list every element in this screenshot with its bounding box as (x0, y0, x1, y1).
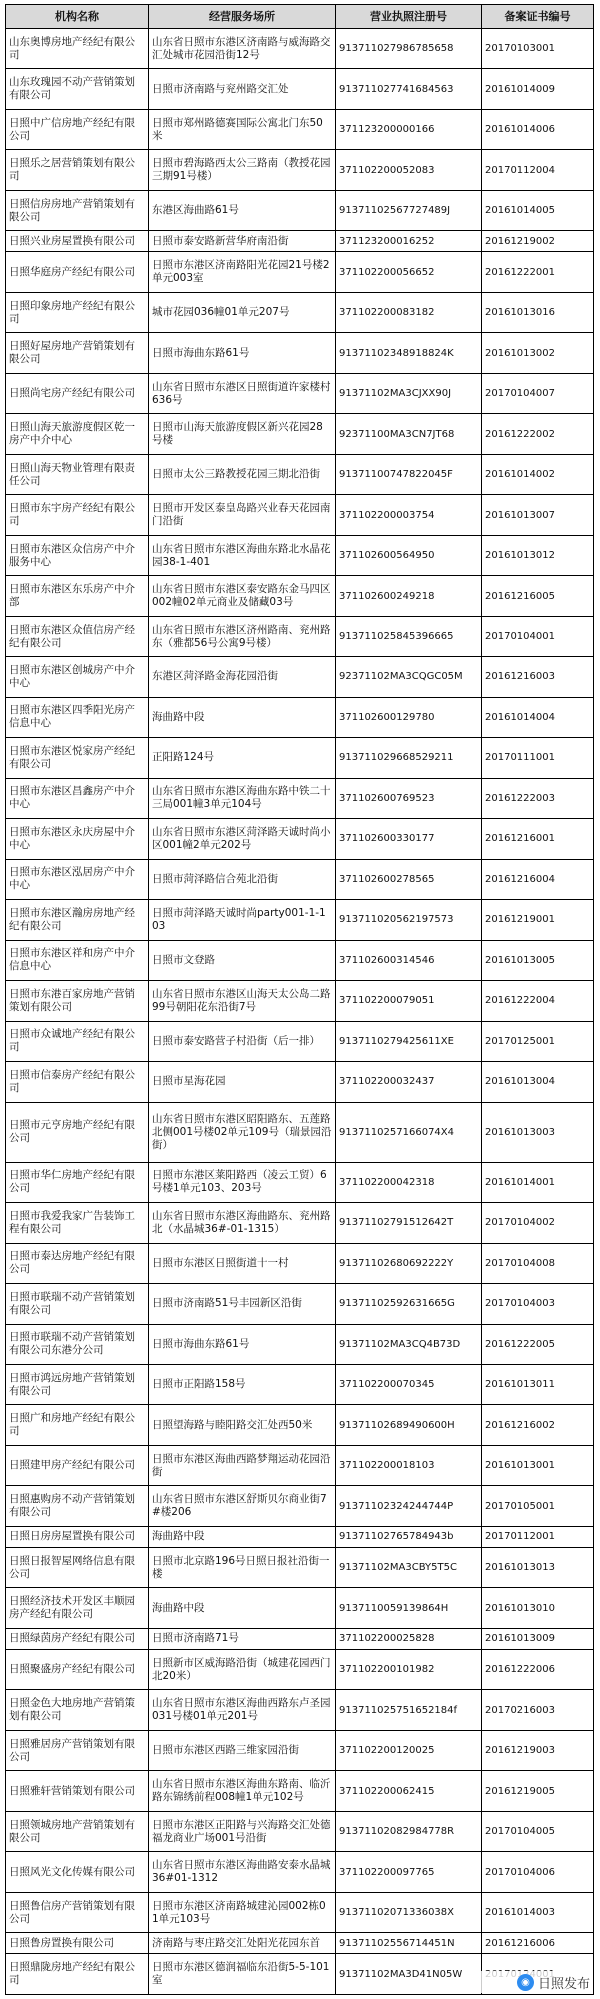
cell-name: 日照建甲房产经纪有限公司 (6, 1445, 149, 1485)
table-row (6, 738, 594, 778)
cell-reg-no: 371102200062415 (336, 1771, 482, 1811)
cell-record-no: 20161216005 (482, 576, 594, 616)
cell-address: 山东省日照市东港区济南路与威海路交汇处城市花园沿街12号 (149, 29, 336, 69)
cell-name: 日照金色大地房地产营销策划有限公司 (6, 1690, 149, 1730)
cell-name: 日照广和房地产经纪有限公司 (6, 1405, 149, 1445)
cell-address: 日照市菏泽路天诚时尚party001-1-103 (149, 900, 336, 940)
cell-record-no: 20161014001 (482, 1162, 594, 1202)
cell-reg-no: 371102600249218 (336, 576, 482, 616)
cell-name: 日照雅居房产营销策划有限公司 (6, 1730, 149, 1770)
cell-name: 日照市鸿远房地产营销策划有限公司 (6, 1364, 149, 1404)
cell-name: 日照聚盛房产经纪有限公司 (6, 1649, 149, 1689)
cell-address: 海曲路中段 (149, 1526, 336, 1547)
cell-reg-no: 371102200025828 (336, 1628, 482, 1649)
cell-reg-no: 371102200056652 (336, 252, 482, 292)
cell-record-no: 20161216004 (482, 859, 594, 899)
table-row (6, 414, 594, 454)
cell-address: 日照市海曲东路61号 (149, 1324, 336, 1364)
table-row (6, 1649, 594, 1689)
cell-address: 日照市泰安路新营华府南沿街 (149, 231, 336, 252)
cell-address: 日照市碧海路西太公三路南（教授花园三期91号楼） (149, 150, 336, 190)
cell-name: 日照领城房地产营销策划有限公司 (6, 1811, 149, 1851)
cell-address: 山东省日照市东港区昭阳路东、五莲路北侧001号楼02单元109号（瑞景园沿街） (149, 1102, 336, 1162)
cell-address: 日照市东港区莱阳路西（凌云工贸）6号楼1单元103、203号 (149, 1162, 336, 1202)
table-row (6, 1547, 594, 1587)
cell-address: 日照市泰安路营子村沿街（后一排） (149, 1021, 336, 1061)
agency-record-table (5, 4, 594, 1995)
table-row (6, 981, 594, 1021)
cell-reg-no: 913711026806922​22Y (336, 1243, 482, 1283)
cell-address: 海曲路中段 (149, 1588, 336, 1628)
cell-reg-no: 913711020713360​38X (336, 1892, 482, 1932)
table-row (6, 1102, 594, 1162)
cell-name: 日照乐之居营销策划有限公司 (6, 150, 149, 190)
table-row (6, 231, 594, 252)
cell-reg-no: 92371102MA3CQGC05M (336, 657, 482, 697)
cell-record-no: 20161222004 (482, 981, 594, 1021)
cell-address: 山东省日照市东港区泰安路东金马四区002幢02单元商业及储藏03号 (149, 576, 336, 616)
cell-reg-no: 371102200003754 (336, 495, 482, 535)
cell-name: 日照市东港区东乐房产中介部 (6, 576, 149, 616)
cell-record-no: 20170104003 (482, 1284, 594, 1324)
cell-name: 日照市东港区四季阳光房产信息中心 (6, 697, 149, 737)
table-row (6, 1405, 594, 1445)
watermark (480, 1971, 590, 1993)
table-row (6, 1203, 594, 1243)
table-row (6, 292, 594, 332)
cell-record-no: 20161219003 (482, 1730, 594, 1770)
cell-reg-no: 371123200000166 (336, 109, 482, 149)
cell-name: 日照市东港区祥和房产中介信息中心 (6, 940, 149, 980)
cell-name: 日照兴业房屋置换有限公司 (6, 231, 149, 252)
table-row (6, 859, 594, 899)
cell-name: 日照风光文化传媒有限公司 (6, 1852, 149, 1892)
table-row (6, 1588, 594, 1628)
cell-address: 山东省日照市东港区海曲东路中铁二十三局001幢3单元104号 (149, 778, 336, 818)
cell-name: 日照雅轩营销策划有限公司 (6, 1771, 149, 1811)
cell-address: 日照市济南路71号 (149, 1628, 336, 1649)
cell-reg-no: 371102600129780 (336, 697, 482, 737)
table-row (6, 1243, 594, 1283)
cell-reg-no: 371102600314546 (336, 940, 482, 980)
cell-address: 山东省日照市东港区济州路南、兖州路东（雅都56号公寓9号楼） (149, 616, 336, 656)
table-row (6, 69, 594, 109)
cell-name: 日照市我爱我家广告装饰工程有限公司 (6, 1203, 149, 1243)
cell-address: 山东省日照市东港区海曲路东、兖州路北（水晶城36#-01-1315） (149, 1203, 336, 1243)
cell-address: 山东省日照市东港区海曲西路东卢圣园031号楼01单元201号 (149, 1690, 336, 1730)
cell-record-no: 20170104008 (482, 1243, 594, 1283)
cell-reg-no: 371102200018103 (336, 1445, 482, 1485)
cell-record-no: 20161219002 (482, 231, 594, 252)
cell-name: 日照中广信房地产经纪有限公司 (6, 109, 149, 149)
table-row (6, 495, 594, 535)
table-row (6, 29, 594, 69)
cell-reg-no: 371102200101982 (336, 1649, 482, 1689)
cell-record-no: 20170111001 (482, 738, 594, 778)
table-row (6, 900, 594, 940)
cell-reg-no: 913711023489188​24K (336, 333, 482, 373)
table-row (6, 778, 594, 818)
cell-address: 山东省日照市东港区海曲路安泰水晶城36#01-1312 (149, 1852, 336, 1892)
cell-name: 日照经济技术开发区丰顺园房产经纪有限公司 (6, 1588, 149, 1628)
cell-name: 日照日报智屋网络信息有限公司 (6, 1547, 149, 1587)
cell-reg-no: 91371102MA3CBY5T5C (336, 1547, 482, 1587)
cell-name: 日照市信泰房产经纪有限公司 (6, 1062, 149, 1102)
cell-address: 日照市济南路51号丰园新区沿街 (149, 1284, 336, 1324)
table-row (6, 1526, 594, 1547)
cell-address: 日照市正阳路158号 (149, 1364, 336, 1404)
cell-reg-no: 913711025567144​51N (336, 1933, 482, 1954)
cell-address: 正阳路124号 (149, 738, 336, 778)
cell-record-no: 20161222002 (482, 414, 594, 454)
cell-reg-no: 91371102MA3CJXX90J (336, 373, 482, 413)
cell-reg-no: 913711023242447​44P (336, 1486, 482, 1526)
table-row (6, 1730, 594, 1770)
header-address: 经营服务场所 (149, 5, 336, 29)
cell-record-no: 20161013007 (482, 495, 594, 535)
cell-name: 日照市联瑞不动产营销策划有限公司 (6, 1284, 149, 1324)
wechat-channel-icon: ◉ (517, 1974, 534, 1991)
cell-address: 日照市东港区德润福临东沿街5-5-101室 (149, 1954, 336, 1995)
cell-address: 日照市东港区正阳路与兴海路交汇处德福龙商业广场001号沿街 (149, 1811, 336, 1851)
table-row (6, 1811, 594, 1851)
cell-address: 日照市海曲东路61号 (149, 333, 336, 373)
table-row (6, 1771, 594, 1811)
cell-name: 山东玫瑰园不动产营销策划有限公司 (6, 69, 149, 109)
cell-reg-no: 913711027657849​43b (336, 1526, 482, 1547)
cell-reg-no: 371102200052083 (336, 150, 482, 190)
cell-address: 日照市东港区济南路阳光花园21号楼2单元003室 (149, 252, 336, 292)
table-row (6, 697, 594, 737)
cell-address: 日照市东港区日照街道十一村 (149, 1243, 336, 1283)
cell-record-no: 20161013002 (482, 333, 594, 373)
cell-name: 日照市东港区昌鑫房产中介中心 (6, 778, 149, 818)
cell-address: 东港区菏泽路金海花园沿街 (149, 657, 336, 697)
cell-reg-no: 371102200070345 (336, 1364, 482, 1404)
cell-name: 日照市东港区众信房产中介服务中心 (6, 535, 149, 575)
table-row (6, 1445, 594, 1485)
cell-name: 日照信房房地产营销策划有限公司 (6, 190, 149, 230)
cell-record-no: 20161014003 (482, 1892, 594, 1932)
table-row (6, 1852, 594, 1892)
header-row (6, 5, 594, 29)
cell-name: 日照市东港区创城房产中介中心 (6, 657, 149, 697)
cell-name: 日照市东港区永庆房屋中介中心 (6, 819, 149, 859)
cell-reg-no: 91371102MA3CQ4B73D (336, 1324, 482, 1364)
cell-address: 日照新市区威海路沿街（城建花园西门北20米） (149, 1649, 336, 1689)
cell-record-no: 20161216001 (482, 819, 594, 859)
table-row (6, 1284, 594, 1324)
cell-record-no: 20170103001 (482, 29, 594, 69)
cell-address: 山东省日照市东港区海曲东路北水晶花园38-1-401 (149, 535, 336, 575)
cell-record-no: 20170112001 (482, 1526, 594, 1547)
table-row (6, 1364, 594, 1404)
cell-address: 日照市济南路与兖州路交汇处 (149, 69, 336, 109)
table-header (6, 5, 594, 29)
cell-reg-no: 913711027915126​42T (336, 1203, 482, 1243)
cell-name: 日照市东港区瀚房房地产经纪有限公司 (6, 900, 149, 940)
cell-reg-no: 371102600769523 (336, 778, 482, 818)
cell-record-no: 20161014009 (482, 69, 594, 109)
table-row (6, 535, 594, 575)
table-row (6, 1486, 594, 1526)
cell-record-no: 20170216003 (482, 1690, 594, 1730)
cell-reg-no: 91371102567727489J (336, 190, 482, 230)
cell-reg-no: 371102200083182 (336, 292, 482, 332)
cell-record-no: 20161216003 (482, 657, 594, 697)
cell-record-no: 20161219005 (482, 1771, 594, 1811)
table-row (6, 454, 594, 494)
cell-name: 日照市东港区悦家房产经纪有限公司 (6, 738, 149, 778)
cell-record-no: 20161014004 (482, 697, 594, 737)
cell-address: 山东省日照市东港区舒斯贝尔商业街7#楼206 (149, 1486, 336, 1526)
cell-address: 日照市文登路 (149, 940, 336, 980)
cell-name: 日照鲁房置换有限公司 (6, 1933, 149, 1954)
cell-record-no: 20170104007 (482, 373, 594, 413)
cell-address: 山东省日照市东港区菏泽路天诚时尚小区001幢2单元202号 (149, 819, 336, 859)
cell-record-no: 20161222005 (482, 1324, 594, 1364)
cell-reg-no: 371102200097765 (336, 1852, 482, 1892)
cell-reg-no: 91371102MA3D41N05W (336, 1954, 482, 1995)
cell-record-no: 20170104006 (482, 1852, 594, 1892)
cell-address: 城市花园036幢01单元207号 (149, 292, 336, 332)
table-row (6, 1021, 594, 1061)
cell-name: 日照好屋房地产营销策划有限公司 (6, 333, 149, 373)
cell-reg-no: 371102200079051 (336, 981, 482, 1021)
cell-record-no: 20161014005 (482, 190, 594, 230)
cell-name: 日照绿茵房产经纪有限公司 (6, 1628, 149, 1649)
header-reg-no: 营业执照注册号 (336, 5, 482, 29)
table-row (6, 190, 594, 230)
table-row (6, 657, 594, 697)
cell-address: 山东省日照市东港区山海天太公岛二路99号朝阳花东沿街7号 (149, 981, 336, 1021)
cell-reg-no: 371102200042318 (336, 1162, 482, 1202)
cell-record-no: 20170105001 (482, 1486, 594, 1526)
cell-name: 日照市东港区泓居房产中介中心 (6, 859, 149, 899)
cell-reg-no: 913711005913986​4H (336, 1588, 482, 1628)
cell-record-no: 20161013010 (482, 1588, 594, 1628)
cell-name: 日照山海天物业管理有限责任公司 (6, 454, 149, 494)
cell-name: 日照市众诚地产经纪有限公司 (6, 1021, 149, 1061)
cell-reg-no: 91371102575165218​4f (336, 1690, 482, 1730)
cell-record-no: 20161014002 (482, 454, 594, 494)
cell-record-no: 20161222001 (482, 252, 594, 292)
cell-reg-no: 371123200016252 (336, 231, 482, 252)
header-name: 机构名称 (6, 5, 149, 29)
cell-address: 日照市北京路196号日照日报社沿街一楼 (149, 1547, 336, 1587)
watermark-text: 日照发布 (537, 1976, 590, 1992)
cell-name: 日照市联瑞不动产营销策划有限公司东港分公司 (6, 1324, 149, 1364)
table-row (6, 576, 594, 616)
cell-record-no: 20170104002 (482, 1203, 594, 1243)
cell-name: 日照市东宇房产经纪有限公司 (6, 495, 149, 535)
cell-record-no: 20161222006 (482, 1649, 594, 1689)
cell-name: 日照惠购房不动产营销策划有限公司 (6, 1486, 149, 1526)
table-row (6, 1062, 594, 1102)
cell-address: 日照望海路与睦阳路交汇处西50米 (149, 1405, 336, 1445)
cell-address: 日照市东港区海曲西路梦翔运动花园沿街 (149, 1445, 336, 1485)
header-record-no: 备案证书编号 (482, 5, 594, 29)
cell-record-no: 20161216006 (482, 1933, 594, 1954)
table-row (6, 819, 594, 859)
table-row (6, 109, 594, 149)
cell-record-no: 20161013001 (482, 1445, 594, 1485)
table-row (6, 1628, 594, 1649)
cell-reg-no: 371102600330177 (336, 819, 482, 859)
cell-address: 日照市开发区泰皇岛路兴业春天花园南门沿街 (149, 495, 336, 535)
table-row (6, 373, 594, 413)
cell-record-no: 20161013005 (482, 940, 594, 980)
cell-reg-no: 913711025926316​65G (336, 1284, 482, 1324)
cell-address: 济南路与枣庄路交汇处阳光花园东首 (149, 1933, 336, 1954)
cell-address: 日照市郑州路德赛国际公寓北门东50米 (149, 109, 336, 149)
cell-address: 日照市山海天旅游度假区新兴花园28号楼 (149, 414, 336, 454)
cell-name: 日照印象房地产经纪有限公司 (6, 292, 149, 332)
cell-reg-no: 91371100747822045F (336, 454, 482, 494)
cell-record-no: 20161013012 (482, 535, 594, 575)
cell-record-no: 20170112004 (482, 150, 594, 190)
cell-reg-no: 91371102794256​11XE (336, 1021, 482, 1061)
cell-record-no: 20170125001 (482, 1021, 594, 1061)
cell-record-no: 20161013004 (482, 1062, 594, 1102)
cell-name: 日照市泰达房地产经纪有限公司 (6, 1243, 149, 1283)
table-row (6, 1892, 594, 1932)
table-row (6, 1690, 594, 1730)
cell-name: 日照市东港百家房地产营销策划有限公司 (6, 981, 149, 1021)
cell-record-no: 20170104005 (482, 1811, 594, 1851)
table-row (6, 333, 594, 373)
cell-reg-no: 92371100MA3CN7JT68 (336, 414, 482, 454)
cell-record-no: 20161222003 (482, 778, 594, 818)
cell-reg-no: 913711027986785658 (336, 29, 482, 69)
cell-name: 日照山海天旅游度假区乾一房产中介中心 (6, 414, 149, 454)
cell-name: 山东奥博房地产经纪有限公司 (6, 29, 149, 69)
cell-reg-no: 91371102571660​74X4 (336, 1102, 482, 1162)
table-row (6, 1162, 594, 1202)
cell-address: 山东省日照市东港区日照街道许家楼村636号 (149, 373, 336, 413)
cell-reg-no: 913711026894906​00H (336, 1405, 482, 1445)
cell-name: 日照鼎陇房地产经纪有限公司 (6, 1954, 149, 1995)
cell-reg-no: 913711025845396665 (336, 616, 482, 656)
cell-reg-no: 371102200120025 (336, 1730, 482, 1770)
cell-reg-no: 913711027741684563 (336, 69, 482, 109)
cell-address: 日照市东港区济南路城建沁园002栋01单元103号 (149, 1892, 336, 1932)
table-row (6, 616, 594, 656)
cell-reg-no: 91371102082984778R (336, 1811, 482, 1851)
cell-name: 日照市元亨房地产经纪有限公司 (6, 1102, 149, 1162)
cell-address: 山东省日照市东港区海曲东路南、临沂路东锦绣前程008幢1单元102号 (149, 1771, 336, 1811)
cell-address: 日照市菏泽路信合苑北沿街 (149, 859, 336, 899)
cell-name: 日照尚宅房产经纪有限公司 (6, 373, 149, 413)
cell-address: 东港区海曲路61号 (149, 190, 336, 230)
cell-record-no: 20161013016 (482, 292, 594, 332)
cell-address: 海曲路中段 (149, 697, 336, 737)
cell-record-no: 20170104001 (482, 616, 594, 656)
cell-name: 日照市东港区众值信房产经纪有限公司 (6, 616, 149, 656)
cell-name: 日照日房房屋置换有限公司 (6, 1526, 149, 1547)
cell-name: 日照华庭房产经纪有限公司 (6, 252, 149, 292)
cell-reg-no: 371102200032437 (336, 1062, 482, 1102)
cell-record-no: 20161013011 (482, 1364, 594, 1404)
cell-address: 日照市星海花园 (149, 1062, 336, 1102)
cell-name: 日照鲁信房产营销策划有限公司 (6, 1892, 149, 1932)
cell-record-no: 20161216002 (482, 1405, 594, 1445)
cell-address: 日照市东港区西路三维家园沿街 (149, 1730, 336, 1770)
cell-record-no: 20161014006 (482, 109, 594, 149)
table-row (6, 150, 594, 190)
cell-record-no: 20161013013 (482, 1547, 594, 1587)
cell-name: 日照市华仁房地产经纪有限公司 (6, 1162, 149, 1202)
cell-record-no: 20161013009 (482, 1628, 594, 1649)
cell-address: 日照市太公三路教授花园三期北沿街 (149, 454, 336, 494)
cell-record-no: 20161219001 (482, 900, 594, 940)
table-row (6, 252, 594, 292)
table-body (6, 29, 594, 1995)
table-row (6, 1933, 594, 1954)
cell-reg-no: 913711029668529211 (336, 738, 482, 778)
cell-reg-no: 371102600564950 (336, 535, 482, 575)
table-row (6, 1324, 594, 1364)
cell-record-no: 20161013003 (482, 1102, 594, 1162)
table-row (6, 940, 594, 980)
cell-reg-no: 913711020562197573 (336, 900, 482, 940)
cell-reg-no: 371102600278565 (336, 859, 482, 899)
